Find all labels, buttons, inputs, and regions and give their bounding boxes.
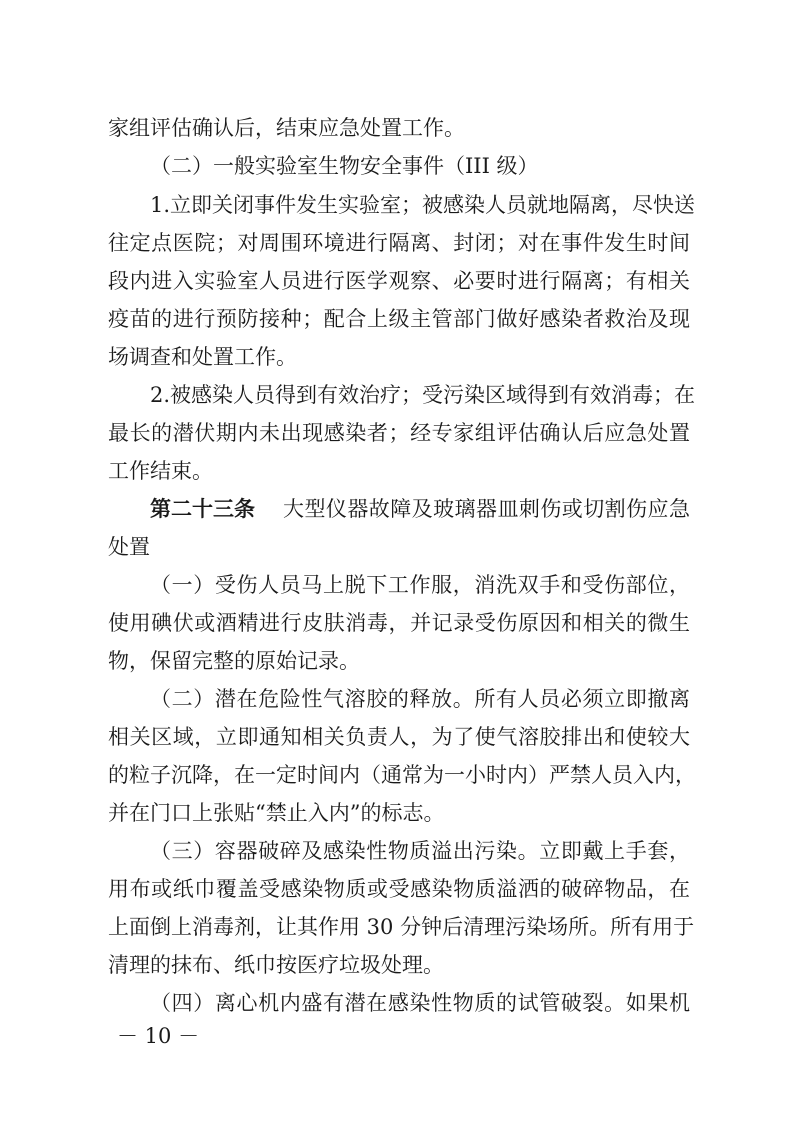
paragraph-line: 使用碘伏或酒精进行皮肤消毒，并记录受伤原因和相关的微生	[108, 611, 690, 635]
paragraph-line: 工作结束。	[108, 459, 213, 483]
paragraph-line: 2.被感染人员得到有效治疗；受污染区域得到有效消毒；在	[150, 383, 696, 407]
page-number: － 10 －	[117, 1024, 200, 1048]
paragraph-line: 并在门口上张贴“禁止入内”的标志。	[108, 801, 445, 825]
paragraph-line: 1.立即关闭事件发生实验室；被感染人员就地隔离，尽快送	[150, 193, 696, 217]
paragraph-line: 物，保留完整的原始记录。	[108, 649, 360, 673]
paragraph-line: 上面倒上消毒剂，让其作用 30 分钟后清理污染场所。所有用于	[108, 915, 695, 939]
article-number: 第二十三条	[150, 497, 255, 521]
paragraph-line: 用布或纸巾覆盖受感染物质或受感染物质溢洒的破碎物品，在	[108, 877, 690, 901]
paragraph-line: 段内进入实验室人员进行医学观察、必要时进行隔离；有相关	[108, 269, 690, 293]
article-title: 大型仪器故障及玻璃器皿刺伤或切割伤应急	[283, 497, 690, 521]
paragraph-line: （四）离心机内盛有潜在感染性物质的试管破裂。如果机	[150, 991, 690, 1015]
paragraph-line: 处置	[108, 535, 150, 559]
paragraph-line: （三）容器破碎及感染性物质溢出污染。立即戴上手套，	[150, 839, 690, 863]
paragraph-line: （二）潜在危险性气溶胶的释放。所有人员必须立即撤离	[150, 687, 690, 711]
paragraph-line: 疫苗的进行预防接种；配合上级主管部门做好感染者救治及现	[108, 307, 690, 331]
article-heading-line	[150, 495, 690, 523]
paragraph-line: （一）受伤人员马上脱下工作服，消洗双手和受伤部位，	[150, 573, 690, 597]
paragraph-line: 往定点医院；对周围环境进行隔离、封闭；对在事件发生时间	[108, 231, 690, 255]
paragraph-line: 家组评估确认后，结束应急处置工作。	[108, 116, 465, 140]
paragraph-line: 的粒子沉降，在一定时间内（通常为一小时内）严禁人员入内，	[108, 763, 696, 787]
section-heading: （二）一般实验室生物安全事件（III 级）	[150, 154, 539, 178]
paragraph-line: 场调查和处置工作。	[108, 345, 297, 369]
paragraph-line: 清理的抹布、纸巾按医疗垃圾处理。	[108, 953, 444, 977]
paragraph-line: 相关区域，立即通知相关负责人，为了使气溶胶排出和使较大	[108, 725, 690, 749]
paragraph-line: 最长的潜伏期内未出现感染者；经专家组评估确认后应急处置	[108, 421, 690, 445]
